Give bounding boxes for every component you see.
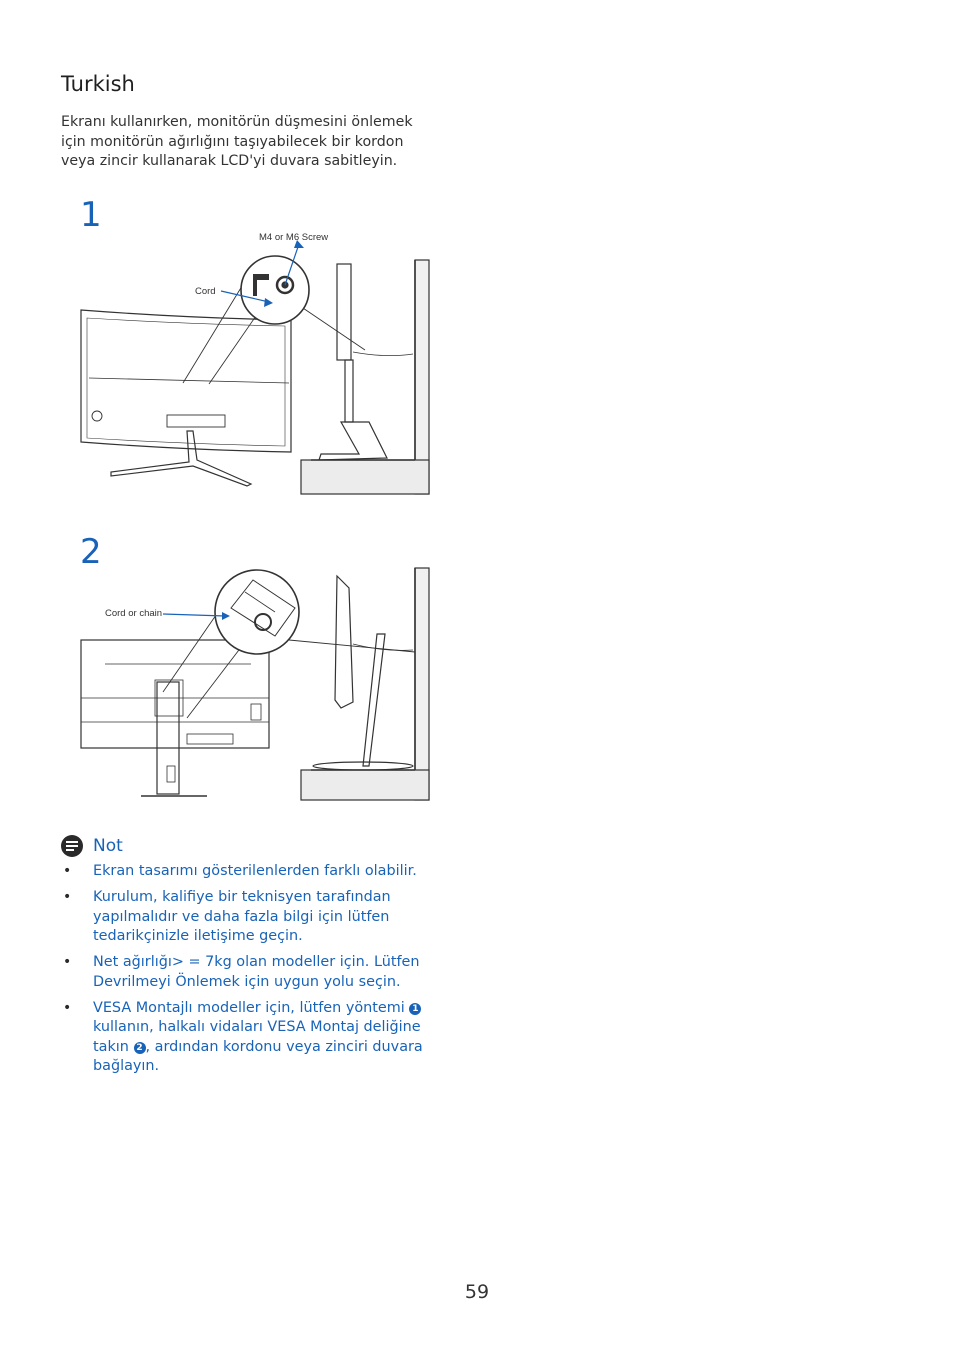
step-2-illustration [75,562,435,806]
note-item [61,862,441,882]
bullet-icon: • [63,863,72,879]
note-line [93,1038,441,1058]
intro-paragraph [61,113,441,172]
step-1-badge: 1 [409,1003,421,1015]
bullet-icon: • [63,889,72,905]
note-line: Ekran tasarımı gösterilenlerden farklı olabilir. [93,863,417,879]
intro-line: için monitörün ağırlığını taşıyabilecek bir kordon [61,133,404,150]
page-number: 59 [464,1281,490,1303]
note-text: , ardından kordonu veya zinciri duvara [145,1038,423,1055]
note-icon [61,835,83,857]
note-text: takın [93,1038,129,1055]
note-line: bağlayın. [93,1058,160,1074]
screw-label: M4 or M6 Screw [259,232,329,243]
note-line [93,999,441,1019]
note-line: tedarikçinizle iletişime geçin. [93,928,303,944]
intro-line: Ekranı kullanırken, monitörün düşmesini önlemek [61,114,413,130]
note-line: yapılmalıdır ve daha fazla bilgi için lütfen [93,908,390,925]
note-line: kullanın, halkalı vidaları VESA Montaj deliğine [93,1019,421,1035]
note-line: Kurulum, kalifiye bir teknisyen tarafından [93,889,391,905]
step-1-number: 1 [80,195,102,235]
note-header [61,834,123,858]
note-list [61,862,441,1083]
step-2-number: 2 [80,532,102,572]
note-item [61,999,441,1077]
cord-or-chain-label: Cord or chain [105,608,163,619]
note-item [61,888,441,947]
note-line: Devrilmeyi Önlemek için uygun yolu seçin. [93,973,401,990]
page-title: Turkish [61,72,135,96]
step-2-badge: 2 [134,1042,146,1054]
bullet-icon: • [63,954,72,970]
note-text: VESA Montajlı modeller için, lütfen yöntemi [93,999,405,1016]
step-1-illustration [75,228,435,498]
note-line: Net ağırlığı> = 7kg olan modeller için. Lütfen [93,954,420,970]
cord-label: Cord [195,286,216,297]
intro-line: veya zincir kullanarak LCD'yi duvara sabitleyin. [61,153,398,169]
note-item [61,953,441,992]
note-title: Not [93,836,123,856]
bullet-icon: • [63,999,72,1016]
